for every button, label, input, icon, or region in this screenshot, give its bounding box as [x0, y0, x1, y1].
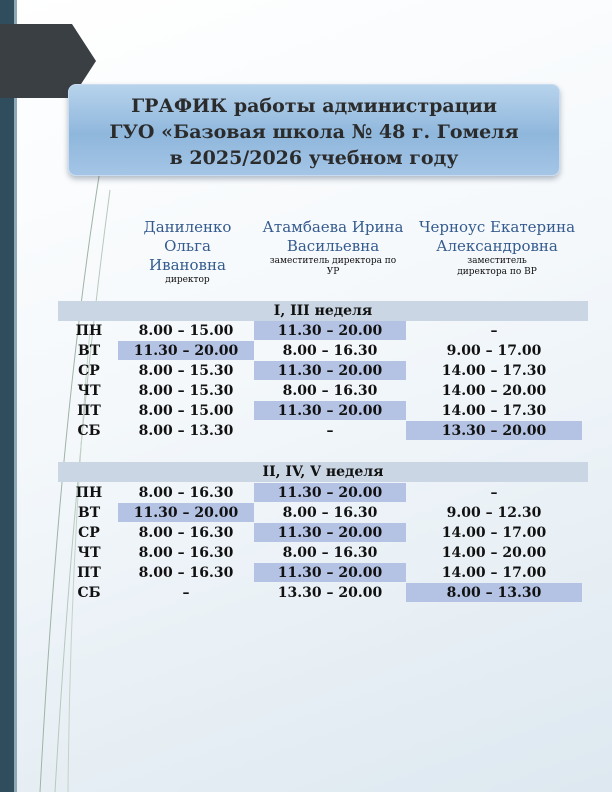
time-cell: 14.00 – 17.00: [441, 564, 547, 581]
day-cell: ПТ: [77, 402, 101, 419]
time-cell: 9.00 – 17.00: [446, 342, 542, 359]
day-cell: СБ: [77, 422, 101, 439]
staff-name: Александровна: [436, 237, 558, 255]
title-line-2: ГУО «Базовая школа № 48 г. Гомеля: [109, 121, 519, 143]
time-cell: 8.00 – 15.00: [138, 402, 234, 419]
time-cell: 8.00 – 16.30: [138, 484, 234, 501]
time-cell: 8.00 – 16.30: [138, 564, 234, 581]
time-cell: 8.00 – 15.30: [138, 382, 234, 399]
staff-name: Ивановна: [149, 256, 226, 274]
time-cell: –: [490, 484, 498, 501]
staff-header-deputy-vr: [412, 218, 582, 278]
table-row: [60, 401, 582, 420]
time-cell: 11.30 – 20.00: [254, 483, 406, 502]
time-cell: 14.00 – 20.00: [441, 382, 547, 399]
week-label: I, III неделя: [58, 301, 588, 321]
time-cell: 8.00 – 15.30: [138, 362, 234, 379]
time-cell: 13.30 – 20.00: [277, 584, 383, 601]
day-cell: ВТ: [77, 504, 101, 521]
time-cell: 11.30 – 20.00: [254, 523, 406, 542]
time-cell: 8.00 – 16.30: [138, 544, 234, 561]
time-cell: 8.00 – 16.30: [282, 382, 378, 399]
day-cell: ПТ: [77, 564, 101, 581]
time-cell: 8.00 – 16.30: [282, 504, 378, 521]
time-cell: –: [182, 584, 190, 601]
staff-name: Атамбаева Ирина: [262, 218, 404, 236]
time-cell: 11.30 – 20.00: [254, 361, 406, 380]
time-cell: 14.00 – 17.00: [441, 524, 547, 541]
time-cell: 8.00 – 15.00: [138, 322, 234, 339]
day-cell: ВТ: [77, 342, 101, 359]
staff-position: УР: [326, 267, 340, 277]
table-row: [60, 341, 582, 360]
time-cell: 11.30 – 20.00: [118, 503, 254, 522]
table-row: [60, 421, 582, 440]
table-row: [60, 523, 582, 542]
time-cell: 14.00 – 20.00: [441, 544, 547, 561]
staff-position: директор: [165, 275, 210, 285]
staff-position: директора по ВР: [457, 267, 537, 277]
day-cell: СР: [78, 524, 100, 541]
week-label: II, IV, V неделя: [58, 462, 588, 482]
day-cell: СР: [78, 362, 100, 379]
table-row: [60, 381, 582, 400]
staff-name: Черноус Екатерина: [418, 218, 576, 236]
schedule-table-week-2: [60, 482, 582, 603]
staff-header-deputy-ur: [258, 218, 408, 278]
time-cell: 11.30 – 20.00: [254, 321, 406, 340]
table-row: [60, 361, 582, 380]
table-row: [60, 321, 582, 340]
time-cell: 11.30 – 20.00: [118, 341, 254, 360]
time-cell: 8.00 – 13.30: [406, 583, 582, 602]
title-line-1: ГРАФИК работы администрации: [131, 95, 497, 117]
staff-name: Даниленко: [143, 218, 232, 236]
staff-name: Васильевна: [286, 237, 380, 255]
day-cell: ПН: [75, 322, 103, 339]
table-row: [60, 503, 582, 522]
table-row: [60, 563, 582, 582]
time-cell: 11.30 – 20.00: [254, 401, 406, 420]
day-cell: СБ: [77, 584, 101, 601]
time-cell: –: [326, 422, 334, 439]
time-cell: 14.00 – 17.30: [441, 362, 547, 379]
staff-position: заместитель директора по: [269, 256, 397, 266]
table-row: [60, 543, 582, 562]
table-row: [60, 483, 582, 502]
time-cell: 11.30 – 20.00: [254, 563, 406, 582]
day-cell: ПН: [75, 484, 103, 501]
time-cell: 8.00 – 16.30: [282, 544, 378, 561]
day-cell: ЧТ: [77, 544, 101, 561]
table-row: [60, 583, 582, 602]
title-banner: [68, 84, 560, 176]
title-line-3: в 2025/2026 учебном году: [169, 147, 459, 169]
time-cell: 13.30 – 20.00: [406, 421, 582, 440]
time-cell: 9.00 – 12.30: [446, 504, 542, 521]
schedule-table-week-1: [60, 320, 582, 441]
time-cell: –: [490, 322, 498, 339]
staff-position: заместитель: [467, 256, 527, 266]
staff-header-director: [120, 218, 255, 286]
time-cell: 8.00 – 16.30: [282, 342, 378, 359]
staff-name: Ольга: [164, 237, 211, 255]
day-cell: ЧТ: [77, 382, 101, 399]
time-cell: 14.00 – 17.30: [441, 402, 547, 419]
time-cell: 8.00 – 13.30: [138, 422, 234, 439]
time-cell: 8.00 – 16.30: [138, 524, 234, 541]
